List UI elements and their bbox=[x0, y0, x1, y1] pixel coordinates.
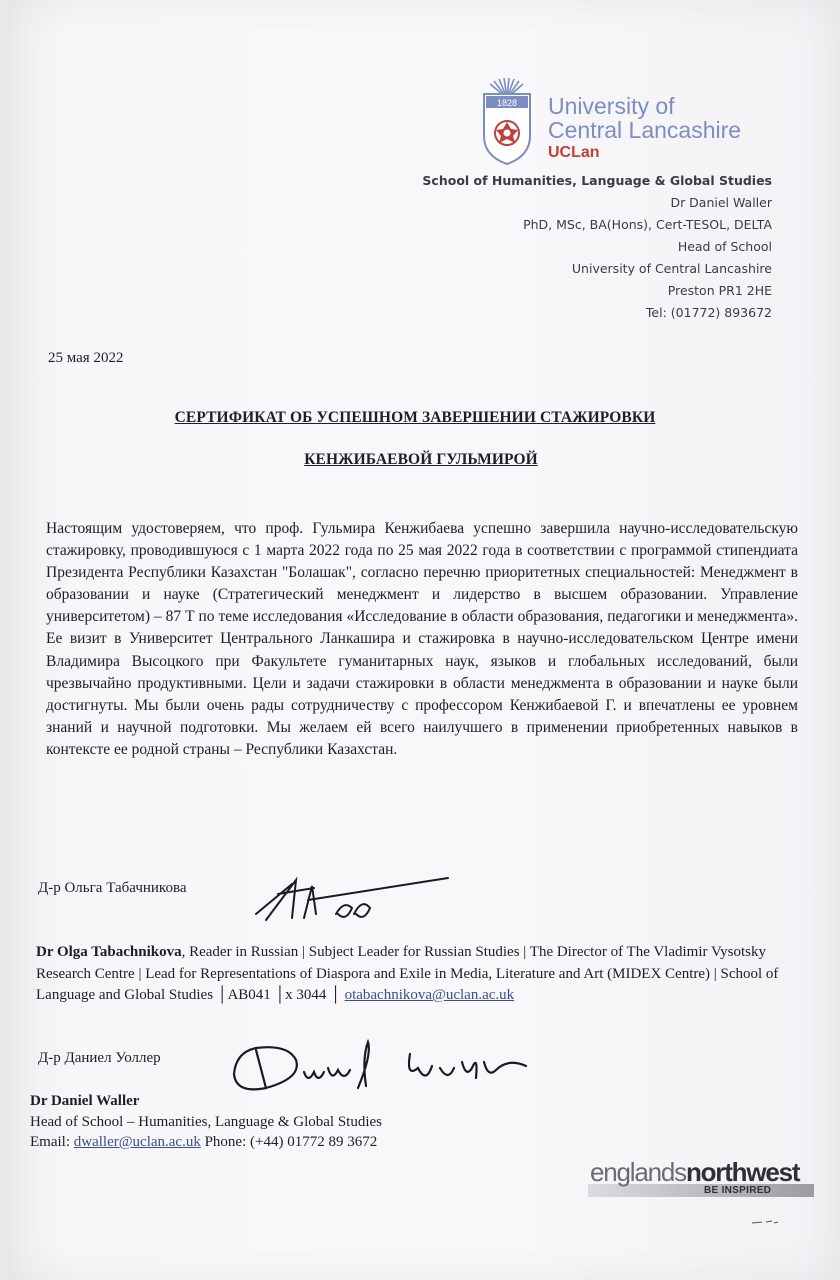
recipient-name: КЕНЖИБАЕВОЙ ГУЛЬМИРОЙ bbox=[304, 451, 538, 468]
sender-city: Preston PR1 2HE bbox=[667, 283, 772, 298]
brand-tagline: BE INSPIRED bbox=[704, 1185, 772, 1196]
document-page bbox=[8, 0, 834, 1280]
crest-year: 1828 bbox=[496, 98, 518, 108]
sender-institution: University of Central Lancashire bbox=[571, 261, 772, 276]
sender-position: Head of School bbox=[677, 239, 772, 254]
signatory1-ext: x 3044 bbox=[285, 987, 327, 1003]
sender-name: Dr Daniel Waller bbox=[670, 195, 772, 210]
signatory2-email-label: Email: bbox=[30, 1134, 74, 1150]
englands-northwest-logo: englandsnorthwest bbox=[590, 1157, 800, 1187]
signatory2-label: Д-р Даниел Уоллер bbox=[38, 1050, 161, 1066]
letter-date: 25 мая 2022 bbox=[48, 350, 124, 366]
signatory2-phone: Phone: (+44) 01772 89 3672 bbox=[200, 1134, 378, 1150]
signatory1-details: Dr Olga Tabachnikova, Reader in Russian | Subject Leader for Russian Studies | The Director of The Vladimir Vysotsky Research Centre | Lead for Representations of Diaspora and Exile in Media, Literature and Art (MIDEX Centre) | School of Language and Global Studies │AB041 │x 3044 │ otabachnikova@uclan.ac.uk bbox=[36, 944, 779, 1003]
signatory2-details bbox=[30, 1091, 530, 1153]
scan-mark bbox=[750, 1218, 780, 1226]
signatory1-roles: , Reader in Russian | Subject Leader for Russian Studies | The Director of The Vladimir Vysotsky Research Centre | Lead for Representations of Diaspora and Exile in Media, Literature and Art (MIDEX Centre) | School of Language and Global Studies bbox=[36, 944, 779, 1003]
signatory2-name: Dr Daniel Waller bbox=[30, 1093, 140, 1109]
signatory1-room: AB041 bbox=[227, 987, 271, 1003]
sender-qualifications: PhD, MSc, BA(Hons), Cert-TESOL, DELTA bbox=[523, 217, 772, 232]
signatory1-name: Dr Olga Tabachnikova bbox=[36, 944, 182, 960]
sender-address bbox=[422, 170, 772, 324]
signature-tabachnikova bbox=[252, 874, 452, 930]
signatory1-label: Д-р Ольга Табачникова bbox=[38, 880, 187, 896]
school-name: School of Humanities, Language & Global Studies bbox=[422, 173, 772, 188]
signatory2-role: Head of School – Humanities, Language & Global Studies bbox=[30, 1113, 383, 1130]
certificate-title: СЕРТИФИКАТ ОБ УСПЕШНОМ ЗАВЕРШЕНИИ СТАЖИРОВКИ bbox=[174, 409, 656, 426]
uclan-wordmark: UCLan bbox=[548, 144, 600, 161]
signatory1-email-link[interactable]: otabachnikova@uclan.ac.uk bbox=[344, 987, 515, 1003]
university-name: University of Central Lancashire bbox=[548, 93, 742, 143]
sender-tel: Tel: (01772) 893672 bbox=[645, 305, 772, 320]
certificate-body: Настоящим удостоверяем, что проф. Гульмира Кенжибаева успешно завершила научно-исследовательскую стажировку, проводившуюся с 1 марта 2022 года по 25 мая 2022 года в соответствии с программой стипендиата Президента Республики Казахстан "Болашак", согласно перечню приоритетных специальностей: Менеджмент в образовании и науке (Стратегический менеджмент и лидерство в высшем образовании. Управление университетом) – 87 Т по теме исследования «Исследование в области образования, педагогики и менеджмента». Ее визит в Университет Центрального Ланкашира и стажировка в научно-исследовательском Центре имени Владимира Высоцкого при Факультете гуманитарных наук, языков и глобальных исследований, были чрезвычайно продуктивными. Цели и задачи стажировки в области менеджмента в образовании и науке были достигнуты. Мы были очень рады сотрудничеству с профессором Кенжибаевой Г. и впечатлены ее уровнем знаний и научной подготовки. Мы желаем ей всего наилучшего в применении приобретенных навыков в контексте ее родной страны – Республики Казахстан. bbox=[46, 520, 798, 758]
signatory2-email-link[interactable]: dwaller@uclan.ac.uk bbox=[73, 1134, 201, 1150]
